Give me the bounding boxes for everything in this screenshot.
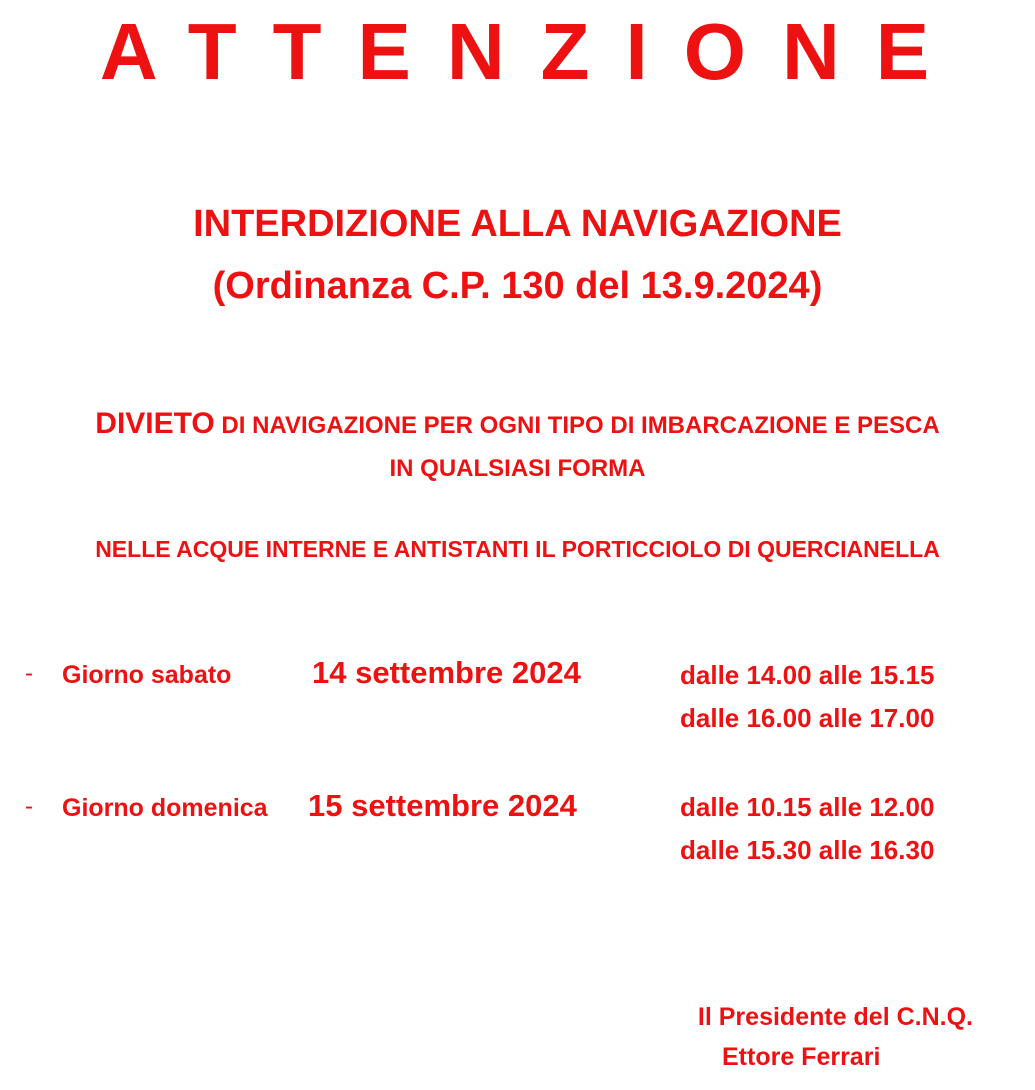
schedule-time: dalle 10.15 alle 12.00 (680, 792, 935, 822)
bullet-dash: - (25, 793, 33, 820)
page-title: ATTENZIONE (99, 7, 966, 96)
schedule-date: 14 settembre 2024 (312, 655, 581, 690)
schedule-time: dalle 14.00 alle 15.15 (680, 660, 935, 690)
ordinance-reference: (Ordinanza C.P. 130 del 13.9.2024) (212, 265, 823, 307)
signature-role: Il Presidente del C.N.Q. (697, 1003, 973, 1031)
schedule-day: Giorno sabato (62, 661, 232, 689)
schedule-date: 15 settembre 2024 (308, 788, 577, 823)
signature-name: Ettore Ferrari (722, 1043, 881, 1071)
prohibition-text: DI NAVIGAZIONE PER OGNI TIPO DI IMBARCAZIONE E PESCA (214, 412, 940, 439)
location-text: NELLE ACQUE INTERNE E ANTISTANTI IL PORTICCIOLO DI QUERCIANELLA (95, 536, 940, 562)
prohibition-line (0, 404, 1035, 446)
prohibition-keyword: DIVIETO (95, 407, 215, 440)
schedule-time: dalle 15.30 alle 16.30 (680, 835, 935, 865)
notice-heading: INTERDIZIONE ALLA NAVIGAZIONE (193, 203, 842, 245)
prohibition-line-2: IN QUALSIASI FORMA (389, 455, 646, 482)
schedule-time: dalle 16.00 alle 17.00 (680, 703, 935, 733)
bullet-dash: - (25, 660, 33, 687)
schedule-day: Giorno domenica (62, 794, 268, 822)
